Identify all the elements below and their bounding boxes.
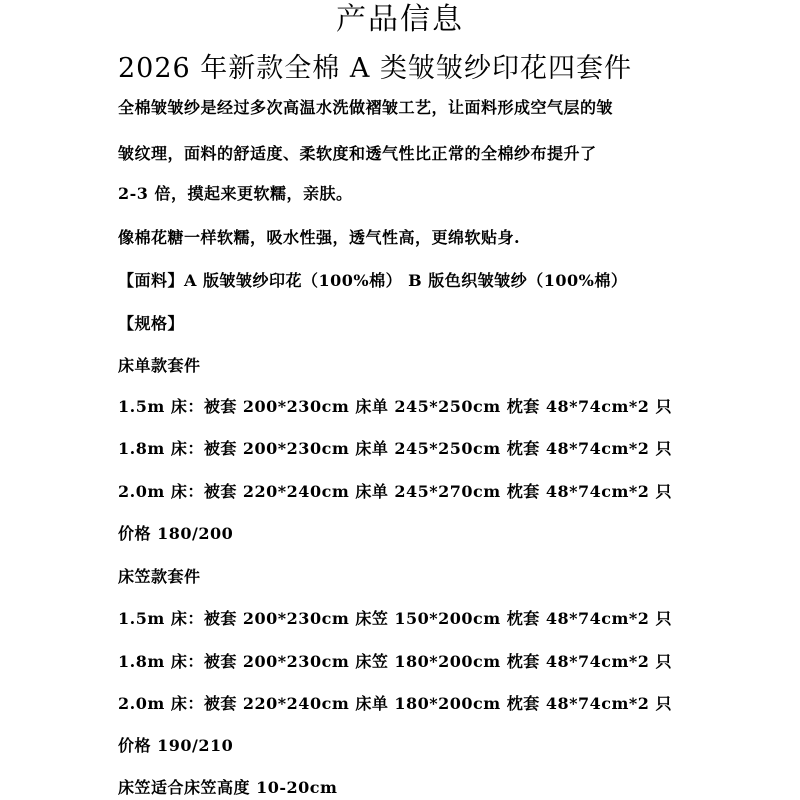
description-line: 皱纹理，面料的舒适度、柔软度和透气性比正常的全棉纱布提升了 — [118, 144, 597, 163]
spec-heading: 【规格】 — [118, 314, 185, 333]
fitted-sheet-price: 价格 190/210 — [118, 736, 234, 755]
flat-sheet-set-title: 床单款套件 — [118, 356, 201, 375]
description-line: 2-3 倍，摸起来更软糯，亲肤。 — [118, 184, 353, 203]
page-heading: 产品信息 — [336, 2, 464, 37]
flat-sheet-size-line: 2.0m 床：被套 220*240cm 床单 245*270cm 枕套 48*74cm*2 只 — [118, 482, 673, 501]
description-line: 像棉花糖一样软糯，吸水性强，透气性高，更绵软贴身. — [118, 228, 521, 247]
fabric-line: 【面料】A 版皱皱纱印花（100%棉） B 版色织皱皱纱（100%棉） — [118, 271, 628, 290]
flat-sheet-size-line: 1.8m 床：被套 200*230cm 床单 245*250cm 枕套 48*74cm*2 只 — [118, 439, 673, 458]
flat-sheet-price: 价格 180/200 — [118, 524, 234, 543]
fitted-sheet-set-title: 床笠款套件 — [118, 567, 201, 586]
flat-sheet-size-line: 1.5m 床：被套 200*230cm 床单 245*250cm 枕套 48*74cm*2 只 — [118, 397, 673, 416]
description-line: 全棉皱皱纱是经过多次高温水洗做褶皱工艺，让面料形成空气层的皱 — [118, 98, 614, 117]
product-title: 2026 年新款全棉 A 类皱皱纱印花四套件 — [118, 53, 632, 84]
fitted-sheet-size-line: 1.5m 床：被套 200*230cm 床笠 150*200cm 枕套 48*74cm*2 只 — [118, 609, 673, 628]
fitted-sheet-size-line: 1.8m 床：被套 200*230cm 床笠 180*200cm 枕套 48*74cm*2 只 — [118, 652, 673, 671]
fitted-sheet-size-line: 2.0m 床：被套 220*240cm 床单 180*200cm 枕套 48*74cm*2 只 — [118, 694, 673, 713]
fitted-sheet-note: 床笠适合床笠高度 10-20cm — [118, 778, 338, 797]
